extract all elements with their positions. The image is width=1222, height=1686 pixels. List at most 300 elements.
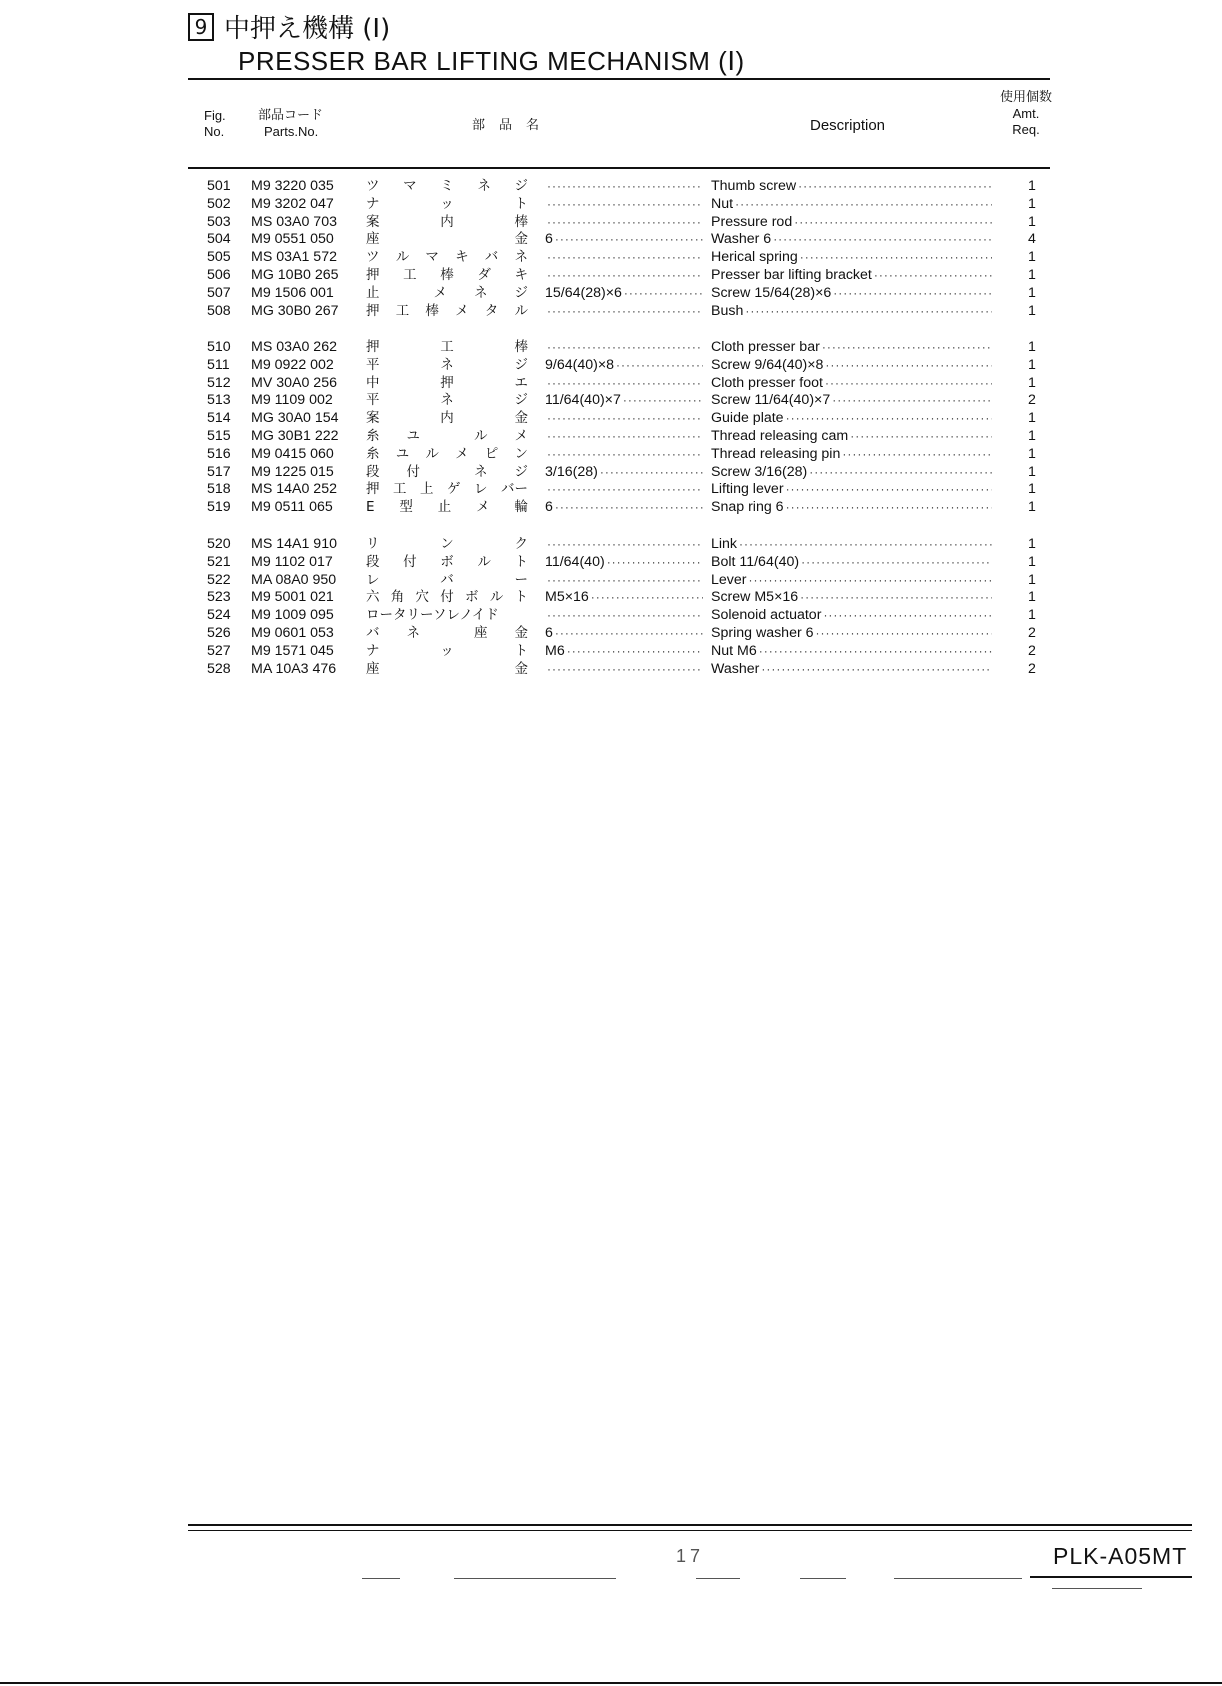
amount-required: 1 — [1028, 249, 1036, 266]
part-name-char: 工 — [403, 266, 417, 283]
amount-required: 1 — [1028, 356, 1036, 373]
header-part-line2: Parts.No. — [264, 124, 319, 139]
dot-leader — [850, 428, 992, 446]
part-name-char: メ — [455, 302, 469, 319]
scan-mark — [362, 1578, 400, 1579]
part-name-char: ユ — [406, 427, 420, 444]
dot-leader — [749, 572, 993, 590]
part-row — [0, 625, 1222, 643]
amount-required: 1 — [1028, 481, 1036, 498]
spec-text: M6 — [545, 642, 565, 659]
model-underline — [1030, 1576, 1192, 1578]
part-name-char: レ — [474, 481, 488, 498]
spec-cell — [545, 214, 705, 232]
part-name-jp — [366, 428, 528, 446]
part-name-char: タ — [484, 302, 499, 319]
part-name-char: 案 — [366, 410, 380, 427]
part-row — [0, 446, 1222, 464]
part-name-char: ル — [489, 589, 504, 606]
amount-required: 2 — [1028, 392, 1036, 409]
fig-number: 501 — [207, 178, 231, 194]
spec-cell — [545, 339, 705, 357]
dot-leader — [739, 536, 992, 554]
part-name-char: 段 — [366, 463, 380, 480]
fig-number: 514 — [207, 410, 231, 427]
part-code: MS 03A0 262 — [251, 339, 337, 355]
part-name-char: 棒 — [514, 213, 528, 230]
part-name-char: 付 — [406, 463, 420, 480]
part-row — [0, 428, 1222, 446]
fig-number: 505 — [207, 249, 231, 266]
section-number-badge: 9 — [188, 13, 214, 41]
part-name-char: キ — [455, 249, 469, 266]
part-name-char: ッ — [440, 642, 454, 659]
part-name-char: 止 — [437, 499, 452, 516]
part-name-char: 棒 — [440, 266, 454, 283]
amount-required: 1 — [1028, 445, 1036, 462]
section-title-english: PRESSER BAR LIFTING MECHANISM (Ⅰ) — [238, 46, 745, 76]
part-row — [0, 589, 1222, 607]
spec-cell — [545, 589, 705, 607]
part-row — [0, 196, 1222, 214]
part-name-char: リ — [366, 536, 380, 552]
spec-cell — [545, 572, 705, 590]
part-name-char: 押 — [366, 266, 380, 283]
dot-leader — [624, 285, 703, 303]
part-name-char: ジ — [514, 392, 528, 409]
part-code: MA 08A0 950 — [251, 571, 337, 588]
dot-leader — [547, 572, 703, 590]
dot-leader — [567, 643, 703, 661]
part-name-char: ク — [514, 536, 528, 552]
dot-leader — [600, 464, 703, 482]
dot-leader — [555, 499, 703, 517]
dot-leader — [786, 499, 992, 517]
dot-leader — [825, 375, 992, 393]
description-cell — [711, 357, 994, 375]
dot-leader — [623, 392, 703, 410]
header-amount-required — [1000, 90, 1052, 138]
part-name-char: メ — [514, 427, 528, 444]
description-text: Solenoid actuator — [711, 607, 822, 624]
part-row — [0, 178, 1222, 196]
description-text: Spring washer 6 — [711, 624, 814, 641]
dot-leader — [786, 410, 992, 428]
description-text: Bolt 11/64(40) — [711, 553, 800, 570]
part-row — [0, 357, 1222, 375]
part-name-char: ツ — [366, 178, 380, 194]
description-cell — [711, 196, 994, 214]
part-name-jp — [366, 285, 528, 303]
part-name-char: 輪 — [514, 499, 528, 516]
footer-rule — [188, 1524, 1192, 1526]
part-name-char: 付 — [440, 589, 454, 606]
spec-cell — [545, 196, 705, 214]
dot-leader — [800, 249, 992, 267]
part-name-char: 六 — [366, 589, 380, 606]
header-part-line1: 部品コード — [258, 108, 324, 123]
part-name-char: 工 — [440, 339, 454, 355]
spec-cell — [545, 357, 705, 375]
part-name-char: ト — [514, 553, 528, 570]
part-code: M9 1506 001 — [251, 284, 334, 301]
spec-text: 6 — [545, 624, 553, 641]
part-code: MS 14A0 252 — [251, 481, 337, 498]
part-name-char: ト — [514, 195, 528, 212]
part-name-jp — [366, 178, 528, 196]
part-name-char: ン — [440, 536, 454, 552]
dot-leader — [547, 178, 703, 196]
spec-cell — [545, 625, 705, 643]
spec-cell — [545, 285, 705, 303]
header-part-name-jp: 部品名 — [472, 118, 554, 133]
header-amt-line2: Amt. — [1012, 106, 1040, 121]
description-text: Thread releasing cam — [711, 427, 849, 444]
part-code: M9 0922 002 — [251, 356, 334, 373]
page-bottom-edge — [0, 1682, 1222, 1684]
part-name-char: ネ — [406, 624, 420, 641]
description-text: Screw 15/64(28)×6 — [711, 284, 832, 301]
part-name-jp — [366, 499, 528, 517]
dot-leader — [547, 428, 703, 446]
description-text: Screw 11/64(40)×7 — [711, 392, 831, 409]
part-code: MS 14A1 910 — [251, 536, 337, 552]
part-name-char: ル — [477, 553, 491, 570]
part-name-char: 押 — [366, 481, 380, 498]
dot-leader — [832, 392, 992, 410]
part-name-char: バ — [484, 249, 499, 266]
dot-leader — [842, 446, 992, 464]
spec-text: 9/64(40)×8 — [545, 356, 615, 373]
part-row — [0, 572, 1222, 590]
part-name-char: ル — [395, 249, 410, 266]
fig-number: 508 — [207, 302, 231, 319]
description-cell — [711, 661, 994, 679]
part-row — [0, 214, 1222, 232]
model-code: PLK-A05MT — [1053, 1543, 1188, 1569]
part-row — [0, 231, 1222, 249]
amount-required: 1 — [1028, 571, 1036, 588]
part-row — [0, 375, 1222, 393]
part-code: M9 5001 021 — [251, 589, 334, 606]
header-amt-line1: 使用個数 — [1000, 90, 1053, 105]
description-text: Herical spring — [711, 249, 798, 266]
dot-leader — [816, 625, 992, 643]
description-cell — [711, 410, 994, 428]
spec-cell — [545, 392, 705, 410]
part-name-jp — [366, 231, 528, 249]
part-code: MV 30A0 256 — [251, 374, 337, 391]
fig-number: 513 — [207, 392, 231, 409]
spec-cell — [545, 536, 705, 554]
part-row — [0, 643, 1222, 661]
part-row — [0, 607, 1222, 625]
part-name-char: ジ — [514, 178, 528, 194]
parts-group — [0, 536, 1222, 678]
amount-required: 1 — [1028, 499, 1036, 516]
part-code: MS 03A1 572 — [251, 249, 337, 266]
fig-number: 504 — [207, 231, 231, 248]
dot-leader — [616, 357, 703, 375]
part-name-char: 案 — [366, 213, 380, 230]
description-cell — [711, 231, 994, 249]
fig-number: 512 — [207, 374, 231, 391]
dot-leader — [735, 196, 992, 214]
part-code: MG 30B1 222 — [251, 427, 339, 444]
part-name-char: 棒 — [425, 302, 439, 319]
description-text: Cloth presser bar — [711, 339, 820, 355]
spec-text: 6 — [545, 231, 553, 248]
description-cell — [711, 428, 994, 446]
section-title-jp-text: 中押え機構 (Ⅰ) — [224, 14, 391, 44]
dot-leader — [874, 267, 992, 285]
spec-text: 6 — [545, 499, 553, 516]
amount-required: 1 — [1028, 427, 1036, 444]
fig-number: 528 — [207, 660, 231, 677]
dot-leader — [798, 178, 992, 196]
part-name-char: ピ — [484, 445, 499, 462]
dot-leader — [801, 554, 992, 572]
amount-required: 4 — [1028, 231, 1036, 248]
scan-mark — [1052, 1588, 1142, 1589]
part-code: MG 30B0 267 — [251, 302, 339, 319]
amount-required: 1 — [1028, 178, 1036, 194]
description-cell — [711, 178, 994, 196]
part-name-jp — [366, 554, 528, 572]
amount-required: 1 — [1028, 302, 1036, 319]
description-text: Presser bar lifting bracket — [711, 266, 872, 283]
dot-leader — [547, 196, 703, 214]
part-name-jp — [366, 267, 528, 285]
description-cell — [711, 554, 994, 572]
part-name-char: ッ — [440, 195, 454, 212]
part-name-char: ミ — [440, 178, 454, 194]
part-name-char: ロータリーソレノイド — [366, 607, 499, 624]
part-name-jp — [366, 607, 528, 625]
header-amt-line3: Req. — [1012, 122, 1040, 137]
part-name-jp — [366, 303, 528, 321]
amount-required: 1 — [1028, 463, 1036, 480]
part-row — [0, 249, 1222, 267]
fig-number: 523 — [207, 589, 231, 606]
dot-leader — [547, 249, 703, 267]
part-row — [0, 464, 1222, 482]
part-code: M9 0551 050 — [251, 231, 334, 248]
part-name-char: バー — [501, 481, 528, 498]
title-rule — [188, 78, 1050, 80]
description-text: Guide plate — [711, 410, 784, 427]
dot-leader — [591, 589, 703, 607]
amount-required: 2 — [1028, 624, 1036, 641]
description-cell — [711, 375, 994, 393]
description-text: Thumb screw — [711, 178, 797, 194]
part-name-char: ナ — [366, 642, 380, 659]
description-text: Lifting lever — [711, 481, 784, 498]
spec-text: 11/64(40)×7 — [545, 392, 621, 409]
fig-number: 517 — [207, 463, 231, 480]
part-name-char: メ — [476, 499, 490, 516]
part-name-char: 平 — [366, 392, 380, 409]
part-name-char: ル — [425, 445, 439, 462]
scan-mark — [454, 1578, 616, 1579]
part-code: M9 1009 095 — [251, 607, 334, 624]
spec-cell — [545, 410, 705, 428]
part-name-char: ル — [474, 427, 488, 444]
part-name-char: 糸 — [366, 445, 380, 462]
parts-group — [0, 178, 1222, 320]
spec-cell — [545, 499, 705, 517]
dot-leader — [745, 303, 992, 321]
amount-required: 2 — [1028, 660, 1036, 677]
spec-cell — [545, 464, 705, 482]
part-name-char: 付 — [403, 553, 417, 570]
description-cell — [711, 481, 994, 499]
description-cell — [711, 392, 994, 410]
part-name-char: 内 — [440, 410, 454, 427]
part-name-char: ジ — [514, 284, 528, 301]
dot-leader — [823, 607, 992, 625]
part-code: M9 1109 002 — [251, 392, 333, 409]
part-row — [0, 536, 1222, 554]
scan-mark — [894, 1578, 1022, 1579]
part-name-jp — [366, 661, 528, 679]
part-code: M9 1571 045 — [251, 642, 334, 659]
dot-leader — [607, 554, 703, 572]
spec-cell — [545, 249, 705, 267]
part-name-jp — [366, 536, 528, 554]
part-name-char: E — [366, 499, 375, 516]
description-text: Screw M5×16 — [711, 589, 799, 606]
amount-required: 1 — [1028, 213, 1036, 230]
parts-group — [0, 339, 1222, 517]
part-name-char: 棒 — [514, 339, 528, 355]
part-name-jp — [366, 446, 528, 464]
amount-required: 1 — [1028, 553, 1036, 570]
amount-required: 1 — [1028, 339, 1036, 355]
fig-number: 519 — [207, 499, 231, 516]
fig-number: 526 — [207, 624, 231, 641]
dot-leader — [547, 410, 703, 428]
spec-cell — [545, 446, 705, 464]
part-name-char: ネ — [440, 356, 454, 373]
description-text: Nut — [711, 195, 734, 212]
description-cell — [711, 536, 994, 554]
description-text: Screw 3/16(28) — [711, 463, 808, 480]
part-name-jp — [366, 214, 528, 232]
dot-leader — [547, 375, 703, 393]
part-row — [0, 661, 1222, 679]
part-name-char: 押 — [366, 339, 380, 355]
description-cell — [711, 589, 994, 607]
part-name-char: 型 — [399, 499, 413, 516]
spec-cell — [545, 375, 705, 393]
part-name-char: マ — [425, 249, 439, 266]
part-code: M9 0601 053 — [251, 624, 334, 641]
part-name-char: 金 — [514, 410, 528, 427]
fig-number: 502 — [207, 195, 231, 212]
part-name-char: 工 — [393, 481, 407, 498]
fig-number: 524 — [207, 607, 231, 624]
part-name-char: ダ — [477, 266, 491, 283]
part-code: MA 10A3 476 — [251, 660, 337, 677]
part-name-jp — [366, 375, 528, 393]
fig-number: 506 — [207, 266, 231, 283]
description-cell — [711, 267, 994, 285]
spec-cell — [545, 661, 705, 679]
description-text: Bush — [711, 302, 744, 319]
fig-number: 522 — [207, 571, 231, 588]
part-name-jp — [366, 357, 528, 375]
description-cell — [711, 285, 994, 303]
part-code: M9 3202 047 — [251, 195, 334, 212]
spec-cell — [545, 607, 705, 625]
part-name-char: バ — [366, 624, 380, 641]
description-cell — [711, 643, 994, 661]
part-name-jp — [366, 643, 528, 661]
dot-leader — [822, 339, 992, 357]
part-name-char: 穴 — [415, 589, 429, 606]
description-cell — [711, 446, 994, 464]
part-row — [0, 285, 1222, 303]
part-name-char: ー — [514, 571, 528, 588]
dot-leader — [759, 643, 992, 661]
dot-leader — [761, 661, 992, 679]
description-cell — [711, 339, 994, 357]
description-text: Link — [711, 536, 738, 552]
part-row — [0, 481, 1222, 499]
fig-number: 510 — [207, 339, 231, 355]
description-cell — [711, 249, 994, 267]
amount-required: 1 — [1028, 607, 1036, 624]
part-name-jp — [366, 481, 528, 499]
fig-number: 527 — [207, 642, 231, 659]
description-cell — [711, 214, 994, 232]
fig-number: 521 — [207, 553, 231, 570]
spec-text: M5×16 — [545, 589, 589, 606]
part-name-jp — [366, 464, 528, 482]
part-name-jp — [366, 572, 528, 590]
description-cell — [711, 607, 994, 625]
part-code: M9 3220 035 — [251, 178, 334, 194]
dot-leader — [555, 625, 703, 643]
part-name-char: ネ — [474, 463, 488, 480]
spec-cell — [545, 303, 705, 321]
spec-text: 11/64(40) — [545, 553, 605, 570]
part-row — [0, 392, 1222, 410]
part-name-char: 止 — [366, 284, 380, 301]
description-text: Lever — [711, 571, 747, 588]
header-fig-line2: No. — [204, 124, 225, 139]
part-name-char: 平 — [366, 356, 380, 373]
part-name-char: ト — [514, 642, 528, 659]
amount-required: 1 — [1028, 536, 1036, 552]
amount-required: 1 — [1028, 589, 1036, 606]
part-name-char: ボ — [465, 589, 479, 606]
dot-leader — [547, 446, 703, 464]
fig-number: 516 — [207, 445, 231, 462]
section-title-japanese — [188, 8, 390, 45]
fig-number: 511 — [207, 356, 230, 373]
scan-mark — [800, 1578, 846, 1579]
amount-required: 1 — [1028, 195, 1036, 212]
header-description: Description — [810, 117, 886, 134]
part-name-char: ジ — [514, 463, 528, 480]
dot-leader — [833, 285, 992, 303]
fig-number: 515 — [207, 427, 231, 444]
dot-leader — [547, 607, 703, 625]
part-name-char: 上 — [420, 481, 434, 498]
part-row — [0, 410, 1222, 428]
